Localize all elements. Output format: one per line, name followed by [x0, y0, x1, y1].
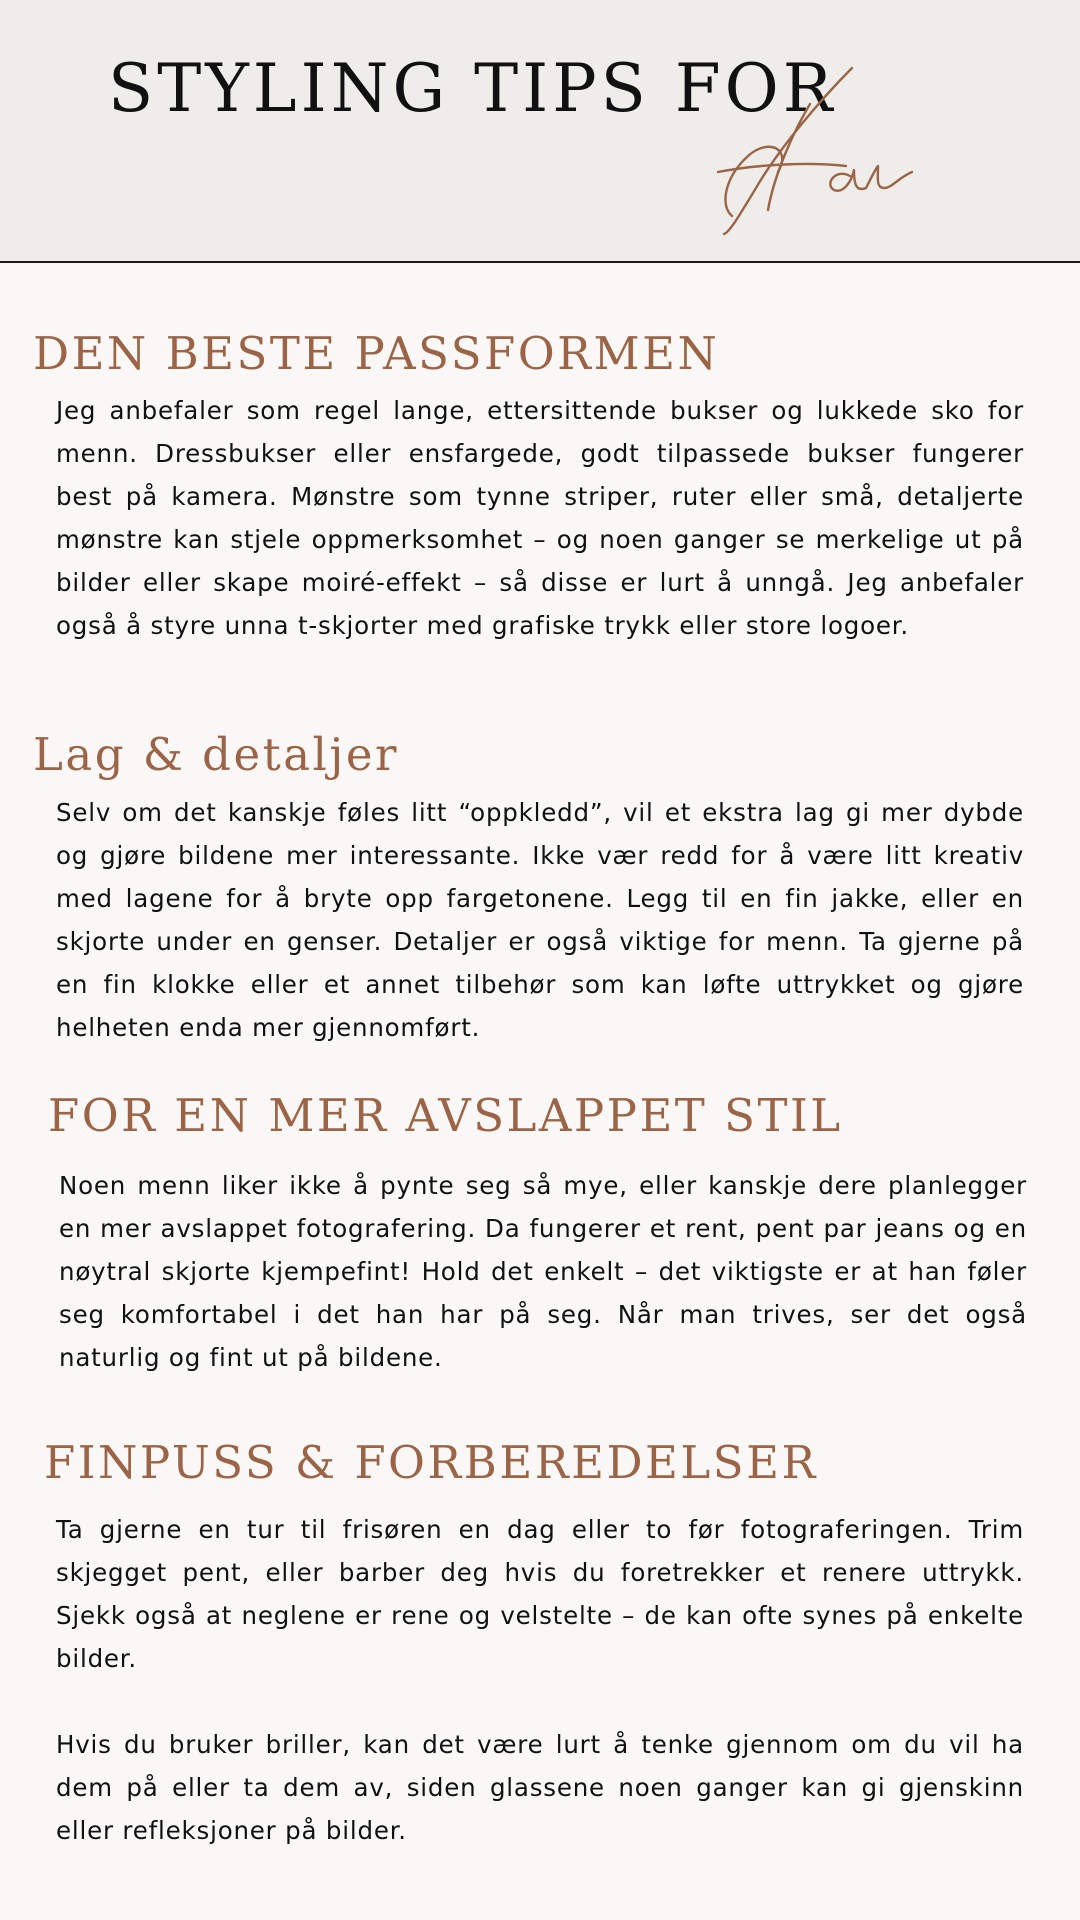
section-paragraph-passform: Jeg anbefaler som regel lange, ettersittende bukser og lukkede sko for menn. Dressbukser eller ensfargede, godt tilpassede bukser fungerer best på kamera. Mønstre som tynne striper, ruter eller små, detaljerte mønstre kan stjele oppmerksomhet – og noen ganger se merkelige ut på bilder eller skape moiré-effekt – så disse er lurt å unngå. Jeg anbefaler også å styre unna t-skjorter med grafiske trykk eller store logoer.: [56, 396, 1024, 640]
section-heading-lag-detaljer: Lag & detaljer: [33, 728, 400, 781]
section-paragraph-finpuss-frisor: Ta gjerne en tur til frisøren en dag eller to før fotograferingen. Trim skjegget pent, eller barber deg hvis du foretrekker et renere uttrykk. Sjekk også at neglene er rene og velstelte – de kan ofte synes på enkelte bilder.: [56, 1515, 1024, 1673]
section-heading-finpuss: FINPUSS & FORBEREDELSER: [44, 1436, 818, 1489]
header-title: STYLING TIPS FOR: [108, 50, 837, 127]
section-heading-passform: DEN BESTE PASSFORMEN: [33, 327, 720, 380]
section-paragraph-lag-detaljer: Selv om det kanskje føles litt “oppkledd”, vil et ekstra lag gi mer dybde og gjøre bildene mer interessante. Ikke vær redd for å være litt kreativ med lagene for å bryte opp fargetonene. Legg til en fin jakke, eller en skjorte under en genser. Detaljer er også viktige for menn. Ta gjerne på en fin klokke eller et annet tilbehør som kan løfte uttrykket og gjøre helheten enda mer gjennomført.: [56, 798, 1024, 1042]
section-heading-avslappet-stil: FOR EN MER AVSLAPPET STIL: [48, 1089, 843, 1142]
page-header: [0, 0, 1080, 263]
section-paragraph-finpuss-briller: Hvis du bruker briller, kan det være lurt å tenke gjennom om du vil ha dem på eller ta dem av, siden glassene noen ganger kan gi gjenskinn eller refleksjoner på bilder.: [56, 1730, 1024, 1845]
script-word-han: [660, 60, 920, 240]
section-paragraph-avslappet-stil: Noen menn liker ikke å pynte seg så mye, eller kanskje dere planlegger en mer avslappet fotografering. Da fungerer et rent, pent par jeans og en nøytral skjorte kjempefint! Hold det enkelt – det viktigste er at han føler seg komfortabel i det han har på seg. Når man trives, ser det også naturlig og fint ut på bildene.: [59, 1171, 1027, 1372]
